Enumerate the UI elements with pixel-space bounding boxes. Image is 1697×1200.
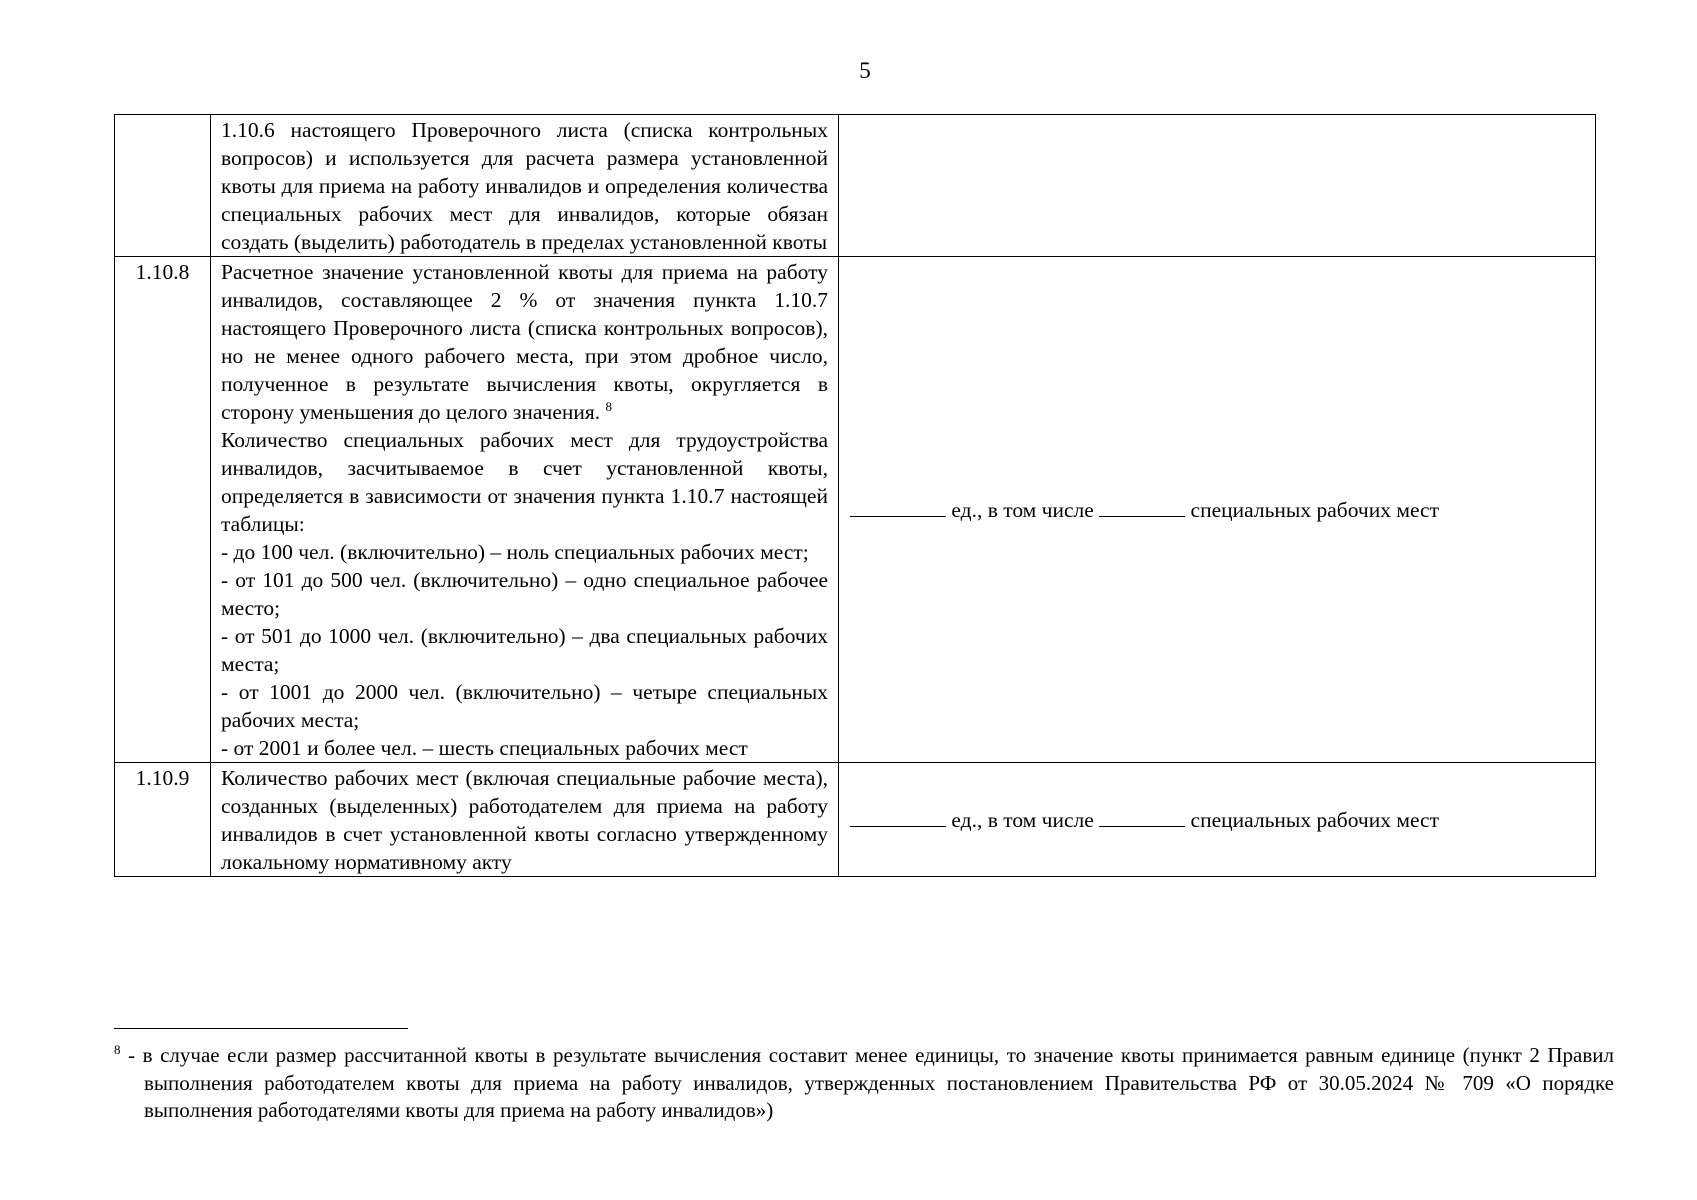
special-places-blank[interactable] — [1099, 496, 1185, 517]
item-number — [115, 115, 211, 257]
workplaces-units-blank[interactable] — [850, 806, 946, 827]
footnote — [114, 1042, 1614, 1125]
description-paragraph: Количество специальных рабочих мест для трудоустройства инвалидов, засчитываемое в счет установленной квоты, определяется в зависимости от значения пункта 1.10.7 настоящей таблицы: — [221, 428, 828, 536]
footnote-text: - в случае если размер рассчитанной квоты в результате вычисления составит менее единицы, то значение квоты принимается равным единице (пункт 2 Правил выполнения работодателем квоты для приема на работу инвалидов, утвержденных постановлением Правительства РФ от 30.05.2024 № 709 «О порядке выполнения работодателями квоты для приема на работу инвалидов») — [128, 1043, 1615, 1122]
item-description — [211, 257, 839, 763]
answer-unit-text: ед., в том числе — [951, 497, 1094, 522]
item-number: 1.10.9 — [115, 763, 211, 877]
footnote-separator — [114, 1028, 408, 1029]
table-row — [115, 763, 1596, 877]
description-paragraph: Количество рабочих мест (включая специальные рабочие места), созданных (выделенных) работодателем для приема на работу инвалидов в счет установленной квоты согласно утвержденному локальному нормативному акту — [221, 766, 828, 874]
answer-tail-text: специальных рабочих мест — [1190, 807, 1439, 832]
answer-cell-empty — [839, 115, 1596, 257]
item-number: 1.10.8 — [115, 257, 211, 763]
description-text: Расчетное значение установленной квоты для приема на работу инвалидов, составляющее 2 % от значения пункта 1.10.7 настоящего Проверочного листа (списка контрольных вопросов), но не менее одного рабочего места, при этом дробное число, полученное в результате вычисления квоты, округляется в сторону уменьшения до целого значения. — [221, 260, 828, 424]
list-item: - от 501 до 1000 чел. (включительно) – два специальных рабочих места; — [221, 624, 828, 676]
answer-unit-text: ед., в том числе — [951, 807, 1094, 832]
special-places-blank[interactable] — [1099, 806, 1185, 827]
footnote-mark: 8 — [114, 1042, 121, 1057]
description-paragraph — [221, 258, 828, 426]
page-number: 5 — [859, 58, 871, 83]
table-row — [115, 257, 1596, 763]
list-item: - до 100 чел. (включительно) – ноль специальных рабочих мест; — [221, 540, 809, 564]
list-item: - от 1001 до 2000 чел. (включительно) – четыре специальных рабочих места; — [221, 680, 828, 732]
list-item: - от 101 до 500 чел. (включительно) – одно специальное рабочее место; — [221, 568, 828, 620]
answer-tail-text: специальных рабочих мест — [1190, 497, 1439, 522]
table-row — [115, 115, 1596, 257]
item-description — [211, 115, 839, 257]
footnote-reference[interactable]: 8 — [605, 398, 613, 414]
answer-cell — [839, 763, 1596, 877]
list-item: - от 2001 и более чел. – шесть специальных рабочих мест — [221, 736, 748, 760]
item-description — [211, 763, 839, 877]
answer-cell — [839, 257, 1596, 763]
description-paragraph: 1.10.6 настоящего Проверочного листа (списка контрольных вопросов) и используется для расчета размера установленной квоты для приема на работу инвалидов и определения количества специальных рабочих мест для инвалидов, которые обязан создать (выделить) работодатель в пределах установленной квоты — [221, 118, 828, 254]
checklist-table — [114, 114, 1596, 877]
quota-units-blank[interactable] — [850, 496, 946, 517]
